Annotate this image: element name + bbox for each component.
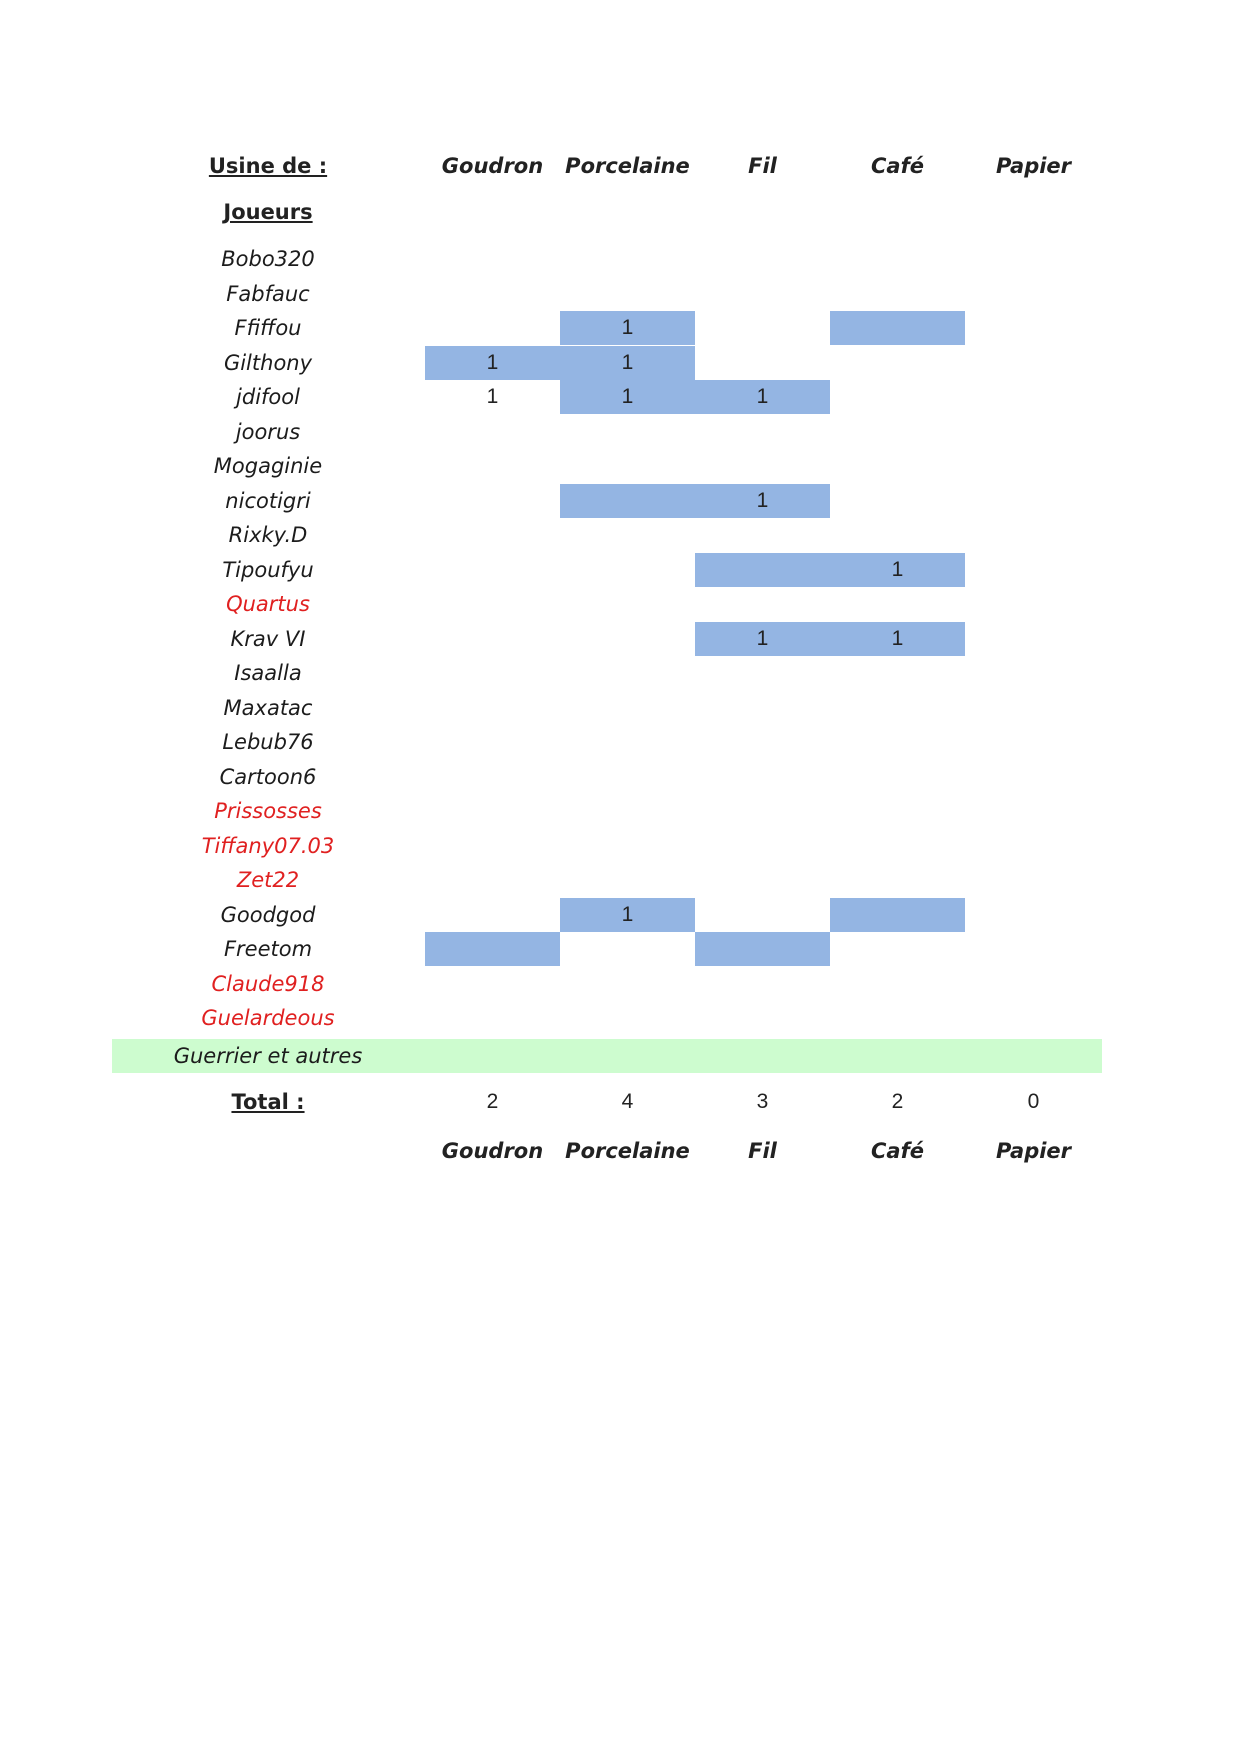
cell-goudron [425,967,560,1001]
player-row [0,794,1241,828]
cell-goudron [425,449,560,483]
cell-papier [966,518,1101,552]
cell-goudron: 1 [486,385,499,408]
cell-papier [966,725,1101,759]
cell-cafe [830,794,965,828]
cell-cafe [830,311,965,345]
cell-papier [966,967,1101,1001]
cell-porcelaine [560,725,695,759]
cell-papier [966,898,1101,932]
player-name: Bobo320 [221,247,315,271]
player-row [0,449,1241,483]
cell-porcelaine: 1 [560,346,695,380]
header-cafe: Café [871,154,924,178]
cell-cafe [830,277,965,311]
cell-cafe [830,380,965,414]
cell-fil [695,829,830,863]
player-name: Guelardeous [201,1006,335,1030]
footer-cafe: Café [871,1139,924,1163]
cell-papier [966,553,1101,587]
player-row [0,553,1241,587]
player-row [0,967,1241,1001]
total-fil: 3 [756,1090,769,1113]
cell-fil [695,518,830,552]
player-name: Prissosses [214,799,322,823]
cell-fil [695,794,830,828]
player-row [0,622,1241,656]
footer-goudron: Goudron [441,1139,544,1163]
cell-cafe [830,691,965,725]
cell-cafe [830,484,965,518]
cell-papier [966,346,1101,380]
player-name: Quartus [226,592,310,616]
cell-goudron [425,932,560,966]
player-name: Isaalla [234,661,302,685]
cell-goudron [425,415,560,449]
cell-porcelaine [560,691,695,725]
cell-papier [966,932,1101,966]
cell-fil [695,691,830,725]
cell-porcelaine: 1 [560,898,695,932]
cell-papier [966,484,1101,518]
footer-fil: Fil [748,1139,777,1163]
footer-porcelaine: Porcelaine [565,1139,690,1163]
cell-papier [966,760,1101,794]
cell-goudron [425,898,560,932]
header-row [0,149,1241,183]
player-row [0,932,1241,966]
cell-goudron: 1 [425,346,560,380]
total-label: Total : [231,1090,305,1114]
cell-fil [695,760,830,794]
player-name: Fabfauc [226,281,310,306]
cell-porcelaine: 1 [560,380,695,414]
player-name: Tiffany07.03 [201,833,335,858]
cell-fil [695,932,830,966]
cell-papier [966,415,1101,449]
player-row [0,863,1241,897]
player-name: Krav VI [230,626,306,651]
player-name: Cartoon6 [219,764,317,789]
cell-goudron [425,587,560,621]
cell-papier [966,691,1101,725]
player-name: Lebub76 [222,730,314,754]
cell-cafe [830,242,965,276]
player-name: Maxatac [223,695,313,720]
cell-porcelaine [560,829,695,863]
player-name: jdifool [236,385,300,409]
player-row [0,277,1241,311]
player-name: Rixky.D [228,523,308,547]
cell-goudron [425,760,560,794]
cell-fil [695,967,830,1001]
player-name: joorus [235,419,301,444]
cell-papier [966,863,1101,897]
cell-cafe [830,518,965,552]
player-name: Goodgod [220,902,316,927]
cell-goudron [425,1001,560,1035]
cell-cafe [830,829,965,863]
cell-papier [966,656,1101,690]
cell-papier [966,311,1101,345]
cell-goudron [425,242,560,276]
cell-porcelaine: 1 [560,311,695,345]
player-name: Tipoufyu [222,557,314,582]
cell-papier [966,449,1101,483]
cell-papier [966,1001,1101,1035]
player-row [0,380,1241,414]
total-goudron: 2 [486,1090,499,1113]
cell-cafe [830,932,965,966]
cell-goudron [425,863,560,897]
footer-header-row [0,1134,1241,1168]
player-name: nicotigri [225,488,311,513]
cell-goudron [425,829,560,863]
cell-porcelaine [560,242,695,276]
header-porcelaine: Porcelaine [565,154,690,178]
cell-papier [966,380,1101,414]
player-row [0,898,1241,932]
player-row [0,518,1241,552]
total-cafe: 2 [891,1090,904,1113]
cell-cafe [830,1001,965,1035]
cell-porcelaine [560,622,695,656]
cell-fil [695,242,830,276]
cell-goudron [425,691,560,725]
cell-cafe [830,415,965,449]
cell-cafe [830,863,965,897]
guerrier-label: Guerrier et autres [173,1044,363,1068]
cell-goudron [425,656,560,690]
header-goudron: Goudron [441,154,544,178]
cell-goudron [425,277,560,311]
player-row [0,484,1241,518]
player-row [0,242,1241,276]
joueurs-row [0,195,1241,229]
cell-porcelaine [560,760,695,794]
player-row [0,760,1241,794]
player-name: Freetom [223,937,313,961]
cell-goudron [425,553,560,587]
cell-cafe [830,898,965,932]
cell-porcelaine [560,553,695,587]
player-row [0,725,1241,759]
cell-fil [695,346,830,380]
cell-goudron [425,311,560,345]
player-row [0,415,1241,449]
cell-goudron [425,725,560,759]
cell-fil [695,449,830,483]
cell-fil [695,656,830,690]
cell-fil [695,725,830,759]
cell-fil: 1 [695,622,830,656]
cell-papier [966,794,1101,828]
player-name: Claude918 [211,971,325,996]
cell-cafe: 1 [830,622,965,656]
cell-porcelaine [560,656,695,690]
cell-fil [695,415,830,449]
cell-fil [695,311,830,345]
header-fil: Fil [748,154,777,178]
player-row [0,656,1241,690]
cell-fil: 1 [695,484,830,518]
usine-label: Usine de : [208,154,328,178]
player-name: Ffiffou [234,316,302,340]
player-name: Mogaginie [213,454,323,478]
cell-cafe [830,725,965,759]
totals-row [0,1085,1241,1119]
player-row [0,311,1241,345]
cell-goudron [425,622,560,656]
cell-cafe [830,656,965,690]
cell-porcelaine [560,863,695,897]
cell-goudron [425,518,560,552]
cell-fil [695,553,830,587]
cell-fil [695,863,830,897]
cell-fil: 1 [695,380,830,414]
total-porcelaine: 4 [621,1090,634,1113]
cell-fil [695,898,830,932]
cell-porcelaine [560,587,695,621]
cell-fil [695,1001,830,1035]
player-row [0,691,1241,725]
cell-goudron [425,484,560,518]
player-row [0,346,1241,380]
cell-fil [695,277,830,311]
cell-papier [966,242,1101,276]
cell-porcelaine [560,415,695,449]
player-row [0,829,1241,863]
cell-porcelaine [560,932,695,966]
player-name: Gilthony [223,350,313,375]
cell-porcelaine [560,518,695,552]
total-papier: 0 [1027,1090,1040,1113]
cell-papier [966,829,1101,863]
cell-porcelaine [560,484,695,518]
player-row [0,587,1241,621]
cell-cafe [830,760,965,794]
header-papier: Papier [995,154,1072,178]
cell-cafe [830,587,965,621]
cell-porcelaine [560,277,695,311]
player-name: Zet22 [236,868,300,892]
cell-porcelaine [560,1001,695,1035]
cell-porcelaine [560,794,695,828]
cell-porcelaine [560,967,695,1001]
cell-cafe [830,967,965,1001]
cell-fil [695,587,830,621]
cell-goudron [425,794,560,828]
cell-cafe: 1 [830,553,965,587]
player-row [0,1001,1241,1035]
guerrier-row [0,1039,1241,1073]
cell-papier [966,587,1101,621]
cell-papier [966,622,1101,656]
cell-cafe [830,346,965,380]
cell-cafe [830,449,965,483]
cell-porcelaine [560,449,695,483]
joueurs-label: Joueurs [223,200,313,224]
footer-papier: Papier [995,1139,1072,1163]
cell-papier [966,277,1101,311]
